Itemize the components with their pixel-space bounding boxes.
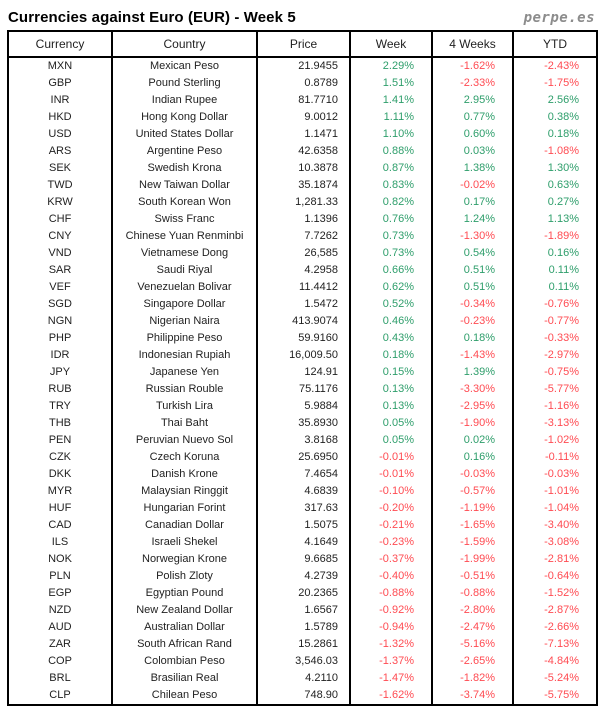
cell-currency-code: PEN <box>8 432 112 449</box>
cell-currency-code: SGD <box>8 296 112 313</box>
cell-price: 3,546.03 <box>257 653 350 670</box>
cell-country: Malaysian Ringgit <box>112 483 257 500</box>
cell-ytd: -1.01% <box>513 483 597 500</box>
cell-week: -0.01% <box>350 449 432 466</box>
cell-ytd: -2.87% <box>513 602 597 619</box>
cell-week: 1.11% <box>350 109 432 126</box>
cell-country: Indian Rupee <box>112 92 257 109</box>
cell-country: Chinese Yuan Renminbi <box>112 228 257 245</box>
table-row <box>8 415 597 432</box>
cell-week: 0.43% <box>350 330 432 347</box>
cell-country: Venezuelan Bolivar <box>112 279 257 296</box>
cell-country: Peruvian Nuevo Sol <box>112 432 257 449</box>
cell-ytd: -1.04% <box>513 500 597 517</box>
cell-country: United States Dollar <box>112 126 257 143</box>
cell-ytd: -0.64% <box>513 568 597 585</box>
cell-price: 124.91 <box>257 364 350 381</box>
cell-currency-code: MYR <box>8 483 112 500</box>
table-header-row <box>8 31 597 57</box>
cell-country: Israeli Shekel <box>112 534 257 551</box>
cell-4weeks: -0.23% <box>432 313 513 330</box>
cell-price: 10.3878 <box>257 160 350 177</box>
cell-ytd: 2.56% <box>513 92 597 109</box>
cell-price: 3.8168 <box>257 432 350 449</box>
table-row <box>8 466 597 483</box>
cell-price: 4.2739 <box>257 568 350 585</box>
cell-price: 81.7710 <box>257 92 350 109</box>
cell-ytd: 0.63% <box>513 177 597 194</box>
cell-price: 9.6685 <box>257 551 350 568</box>
cell-currency-code: IDR <box>8 347 112 364</box>
table-row <box>8 364 597 381</box>
cell-country: Nigerian Naira <box>112 313 257 330</box>
cell-country: Danish Krone <box>112 466 257 483</box>
table-row <box>8 432 597 449</box>
table-row <box>8 160 597 177</box>
table-row <box>8 262 597 279</box>
cell-4weeks: 0.16% <box>432 449 513 466</box>
table-row <box>8 585 597 602</box>
column-header-currency: Currency <box>8 31 112 57</box>
cell-price: 413.9074 <box>257 313 350 330</box>
cell-price: 1.5075 <box>257 517 350 534</box>
cell-country: Russian Rouble <box>112 381 257 398</box>
column-header-country: Country <box>112 31 257 57</box>
table-row <box>8 381 597 398</box>
cell-currency-code: AUD <box>8 619 112 636</box>
cell-price: 1.5789 <box>257 619 350 636</box>
cell-price: 59.9160 <box>257 330 350 347</box>
cell-currency-code: ARS <box>8 143 112 160</box>
cell-currency-code: DKK <box>8 466 112 483</box>
table-body <box>8 57 597 705</box>
cell-4weeks: -2.33% <box>432 75 513 92</box>
cell-country: Swedish Krona <box>112 160 257 177</box>
cell-country: New Taiwan Dollar <box>112 177 257 194</box>
cell-4weeks: -5.16% <box>432 636 513 653</box>
cell-country: Canadian Dollar <box>112 517 257 534</box>
cell-currency-code: COP <box>8 653 112 670</box>
table-row <box>8 245 597 262</box>
cell-ytd: -0.11% <box>513 449 597 466</box>
cell-week: 0.73% <box>350 228 432 245</box>
cell-currency-code: INR <box>8 92 112 109</box>
cell-week: -0.94% <box>350 619 432 636</box>
cell-ytd: -3.13% <box>513 415 597 432</box>
cell-country: Czech Koruna <box>112 449 257 466</box>
table-row <box>8 347 597 364</box>
cell-price: 11.4412 <box>257 279 350 296</box>
cell-4weeks: -0.51% <box>432 568 513 585</box>
cell-country: Australian Dollar <box>112 619 257 636</box>
cell-ytd: -5.75% <box>513 687 597 705</box>
cell-currency-code: SEK <box>8 160 112 177</box>
cell-price: 5.9884 <box>257 398 350 415</box>
cell-ytd: 0.27% <box>513 194 597 211</box>
cell-price: 35.1874 <box>257 177 350 194</box>
cell-currency-code: MXN <box>8 57 112 75</box>
cell-country: Vietnamese Dong <box>112 245 257 262</box>
cell-4weeks: 0.18% <box>432 330 513 347</box>
cell-week: -0.21% <box>350 517 432 534</box>
cell-currency-code: VEF <box>8 279 112 296</box>
cell-price: 317.63 <box>257 500 350 517</box>
cell-week: 0.15% <box>350 364 432 381</box>
cell-currency-code: PLN <box>8 568 112 585</box>
table-row <box>8 313 597 330</box>
cell-4weeks: 0.17% <box>432 194 513 211</box>
table-row <box>8 687 597 705</box>
cell-week: 0.46% <box>350 313 432 330</box>
table-row <box>8 211 597 228</box>
cell-country: Argentine Peso <box>112 143 257 160</box>
cell-price: 7.4654 <box>257 466 350 483</box>
cell-price: 1.1396 <box>257 211 350 228</box>
cell-4weeks: -1.30% <box>432 228 513 245</box>
cell-currency-code: RUB <box>8 381 112 398</box>
cell-country: South African Rand <box>112 636 257 653</box>
cell-week: -0.40% <box>350 568 432 585</box>
table-row <box>8 483 597 500</box>
currency-table <box>7 30 598 706</box>
cell-price: 75.1176 <box>257 381 350 398</box>
cell-ytd: -5.24% <box>513 670 597 687</box>
cell-currency-code: SAR <box>8 262 112 279</box>
cell-4weeks: -0.02% <box>432 177 513 194</box>
cell-4weeks: -1.99% <box>432 551 513 568</box>
cell-ytd: -0.77% <box>513 313 597 330</box>
cell-week: -0.01% <box>350 466 432 483</box>
cell-4weeks: -1.90% <box>432 415 513 432</box>
cell-4weeks: 0.54% <box>432 245 513 262</box>
cell-currency-code: TWD <box>8 177 112 194</box>
cell-country: Thai Baht <box>112 415 257 432</box>
cell-week: 0.13% <box>350 381 432 398</box>
cell-country: Egyptian Pound <box>112 585 257 602</box>
table-row <box>8 126 597 143</box>
cell-4weeks: -1.82% <box>432 670 513 687</box>
cell-ytd: -3.08% <box>513 534 597 551</box>
table-row <box>8 653 597 670</box>
cell-price: 25.6950 <box>257 449 350 466</box>
cell-currency-code: PHP <box>8 330 112 347</box>
cell-currency-code: THB <box>8 415 112 432</box>
cell-week: -1.37% <box>350 653 432 670</box>
cell-week: 0.66% <box>350 262 432 279</box>
column-header-ytd: YTD <box>513 31 597 57</box>
cell-currency-code: BRL <box>8 670 112 687</box>
cell-currency-code: HKD <box>8 109 112 126</box>
cell-ytd: -0.33% <box>513 330 597 347</box>
page-title: Currencies against Euro (EUR) - Week 5 <box>8 9 296 26</box>
cell-4weeks: 2.95% <box>432 92 513 109</box>
table-row <box>8 500 597 517</box>
cell-price: 0.8789 <box>257 75 350 92</box>
cell-ytd: -0.03% <box>513 466 597 483</box>
cell-week: 0.88% <box>350 143 432 160</box>
cell-week: 0.05% <box>350 432 432 449</box>
cell-price: 42.6358 <box>257 143 350 160</box>
cell-currency-code: KRW <box>8 194 112 211</box>
cell-4weeks: -1.43% <box>432 347 513 364</box>
column-header-price: Price <box>257 31 350 57</box>
cell-4weeks: -1.19% <box>432 500 513 517</box>
cell-week: -0.92% <box>350 602 432 619</box>
cell-country: Swiss Franc <box>112 211 257 228</box>
site-logo: perpe.es <box>523 10 595 26</box>
cell-4weeks: -1.62% <box>432 57 513 75</box>
cell-4weeks: -2.65% <box>432 653 513 670</box>
table-row <box>8 551 597 568</box>
cell-ytd: 0.18% <box>513 126 597 143</box>
cell-ytd: 0.16% <box>513 245 597 262</box>
cell-week: 0.82% <box>350 194 432 211</box>
cell-4weeks: -0.34% <box>432 296 513 313</box>
cell-week: 1.51% <box>350 75 432 92</box>
cell-currency-code: CHF <box>8 211 112 228</box>
table-row <box>8 517 597 534</box>
cell-price: 4.1649 <box>257 534 350 551</box>
cell-4weeks: 0.51% <box>432 279 513 296</box>
table-row <box>8 92 597 109</box>
cell-4weeks: 0.02% <box>432 432 513 449</box>
cell-price: 1.6567 <box>257 602 350 619</box>
cell-currency-code: NGN <box>8 313 112 330</box>
cell-country: Norwegian Krone <box>112 551 257 568</box>
cell-price: 4.2110 <box>257 670 350 687</box>
cell-price: 16,009.50 <box>257 347 350 364</box>
table-row <box>8 279 597 296</box>
cell-price: 20.2365 <box>257 585 350 602</box>
cell-week: 0.05% <box>350 415 432 432</box>
cell-price: 35.8930 <box>257 415 350 432</box>
cell-ytd: -2.81% <box>513 551 597 568</box>
cell-ytd: -1.16% <box>513 398 597 415</box>
cell-ytd: -2.43% <box>513 57 597 75</box>
cell-week: 0.62% <box>350 279 432 296</box>
cell-week: 0.73% <box>350 245 432 262</box>
cell-country: Polish Zloty <box>112 568 257 585</box>
cell-price: 21.9455 <box>257 57 350 75</box>
cell-ytd: -0.76% <box>513 296 597 313</box>
table-row <box>8 143 597 160</box>
cell-ytd: 0.11% <box>513 262 597 279</box>
cell-ytd: 0.38% <box>513 109 597 126</box>
cell-4weeks: -3.30% <box>432 381 513 398</box>
cell-ytd: -1.89% <box>513 228 597 245</box>
cell-price: 9.0012 <box>257 109 350 126</box>
cell-4weeks: 1.39% <box>432 364 513 381</box>
cell-ytd: 0.11% <box>513 279 597 296</box>
cell-price: 26,585 <box>257 245 350 262</box>
cell-week: 0.76% <box>350 211 432 228</box>
cell-price: 1.5472 <box>257 296 350 313</box>
cell-ytd: -5.77% <box>513 381 597 398</box>
cell-price: 1,281.33 <box>257 194 350 211</box>
cell-week: 1.41% <box>350 92 432 109</box>
table-row <box>8 568 597 585</box>
cell-4weeks: 0.77% <box>432 109 513 126</box>
cell-ytd: -1.75% <box>513 75 597 92</box>
cell-week: -0.20% <box>350 500 432 517</box>
cell-price: 7.7262 <box>257 228 350 245</box>
table-row <box>8 296 597 313</box>
cell-country: Turkish Lira <box>112 398 257 415</box>
cell-price: 15.2861 <box>257 636 350 653</box>
cell-4weeks: 0.51% <box>432 262 513 279</box>
cell-country: Mexican Peso <box>112 57 257 75</box>
cell-week: 0.87% <box>350 160 432 177</box>
cell-week: 1.10% <box>350 126 432 143</box>
cell-week: -0.23% <box>350 534 432 551</box>
cell-country: Japanese Yen <box>112 364 257 381</box>
cell-ytd: -4.84% <box>513 653 597 670</box>
cell-country: Pound Sterling <box>112 75 257 92</box>
cell-ytd: 1.13% <box>513 211 597 228</box>
cell-week: 0.52% <box>350 296 432 313</box>
table-row <box>8 398 597 415</box>
cell-country: Hungarian Forint <box>112 500 257 517</box>
cell-price: 1.1471 <box>257 126 350 143</box>
table-row <box>8 534 597 551</box>
column-header-4weeks: 4 Weeks <box>432 31 513 57</box>
cell-currency-code: CAD <box>8 517 112 534</box>
table-row <box>8 75 597 92</box>
cell-4weeks: -3.74% <box>432 687 513 705</box>
cell-4weeks: 1.38% <box>432 160 513 177</box>
table-row <box>8 636 597 653</box>
cell-country: New Zealand Dollar <box>112 602 257 619</box>
page-header <box>0 0 604 30</box>
cell-week: -0.37% <box>350 551 432 568</box>
cell-week: 0.83% <box>350 177 432 194</box>
cell-4weeks: 0.03% <box>432 143 513 160</box>
cell-currency-code: TRY <box>8 398 112 415</box>
cell-4weeks: -2.47% <box>432 619 513 636</box>
cell-country: Singapore Dollar <box>112 296 257 313</box>
cell-week: -1.32% <box>350 636 432 653</box>
column-header-week: Week <box>350 31 432 57</box>
cell-week: 0.18% <box>350 347 432 364</box>
cell-4weeks: -1.59% <box>432 534 513 551</box>
table-row <box>8 670 597 687</box>
cell-currency-code: ZAR <box>8 636 112 653</box>
cell-ytd: -0.75% <box>513 364 597 381</box>
cell-currency-code: JPY <box>8 364 112 381</box>
cell-country: Indonesian Rupiah <box>112 347 257 364</box>
cell-country: Saudi Riyal <box>112 262 257 279</box>
cell-4weeks: 0.60% <box>432 126 513 143</box>
cell-4weeks: -2.95% <box>432 398 513 415</box>
cell-price: 4.6839 <box>257 483 350 500</box>
cell-4weeks: -2.80% <box>432 602 513 619</box>
table-row <box>8 602 597 619</box>
cell-ytd: -1.08% <box>513 143 597 160</box>
cell-currency-code: CZK <box>8 449 112 466</box>
cell-country: Philippine Peso <box>112 330 257 347</box>
cell-week: -1.62% <box>350 687 432 705</box>
table-row <box>8 449 597 466</box>
cell-week: -0.88% <box>350 585 432 602</box>
cell-currency-code: USD <box>8 126 112 143</box>
cell-week: 0.13% <box>350 398 432 415</box>
cell-currency-code: HUF <box>8 500 112 517</box>
cell-currency-code: CNY <box>8 228 112 245</box>
cell-4weeks: 1.24% <box>432 211 513 228</box>
table-row <box>8 177 597 194</box>
cell-currency-code: CLP <box>8 687 112 705</box>
cell-country: Colombian Peso <box>112 653 257 670</box>
cell-4weeks: -0.57% <box>432 483 513 500</box>
cell-ytd: -1.52% <box>513 585 597 602</box>
cell-ytd: -7.13% <box>513 636 597 653</box>
cell-ytd: -2.66% <box>513 619 597 636</box>
table-row <box>8 194 597 211</box>
table-row <box>8 57 597 75</box>
cell-week: -0.10% <box>350 483 432 500</box>
cell-currency-code: VND <box>8 245 112 262</box>
cell-ytd: -3.40% <box>513 517 597 534</box>
cell-currency-code: NZD <box>8 602 112 619</box>
cell-country: Chilean Peso <box>112 687 257 705</box>
cell-currency-code: EGP <box>8 585 112 602</box>
cell-week: -1.47% <box>350 670 432 687</box>
cell-currency-code: NOK <box>8 551 112 568</box>
cell-currency-code: GBP <box>8 75 112 92</box>
cell-ytd: -1.02% <box>513 432 597 449</box>
cell-ytd: 1.30% <box>513 160 597 177</box>
table-row <box>8 228 597 245</box>
cell-week: 2.29% <box>350 57 432 75</box>
cell-price: 748.90 <box>257 687 350 705</box>
cell-country: Hong Kong Dollar <box>112 109 257 126</box>
cell-4weeks: -0.03% <box>432 466 513 483</box>
table-row <box>8 330 597 347</box>
cell-4weeks: -0.88% <box>432 585 513 602</box>
table-row <box>8 619 597 636</box>
cell-ytd: -2.97% <box>513 347 597 364</box>
table-row <box>8 109 597 126</box>
cell-currency-code: ILS <box>8 534 112 551</box>
cell-price: 4.2958 <box>257 262 350 279</box>
cell-4weeks: -1.65% <box>432 517 513 534</box>
cell-country: South Korean Won <box>112 194 257 211</box>
cell-country: Brasilian Real <box>112 670 257 687</box>
